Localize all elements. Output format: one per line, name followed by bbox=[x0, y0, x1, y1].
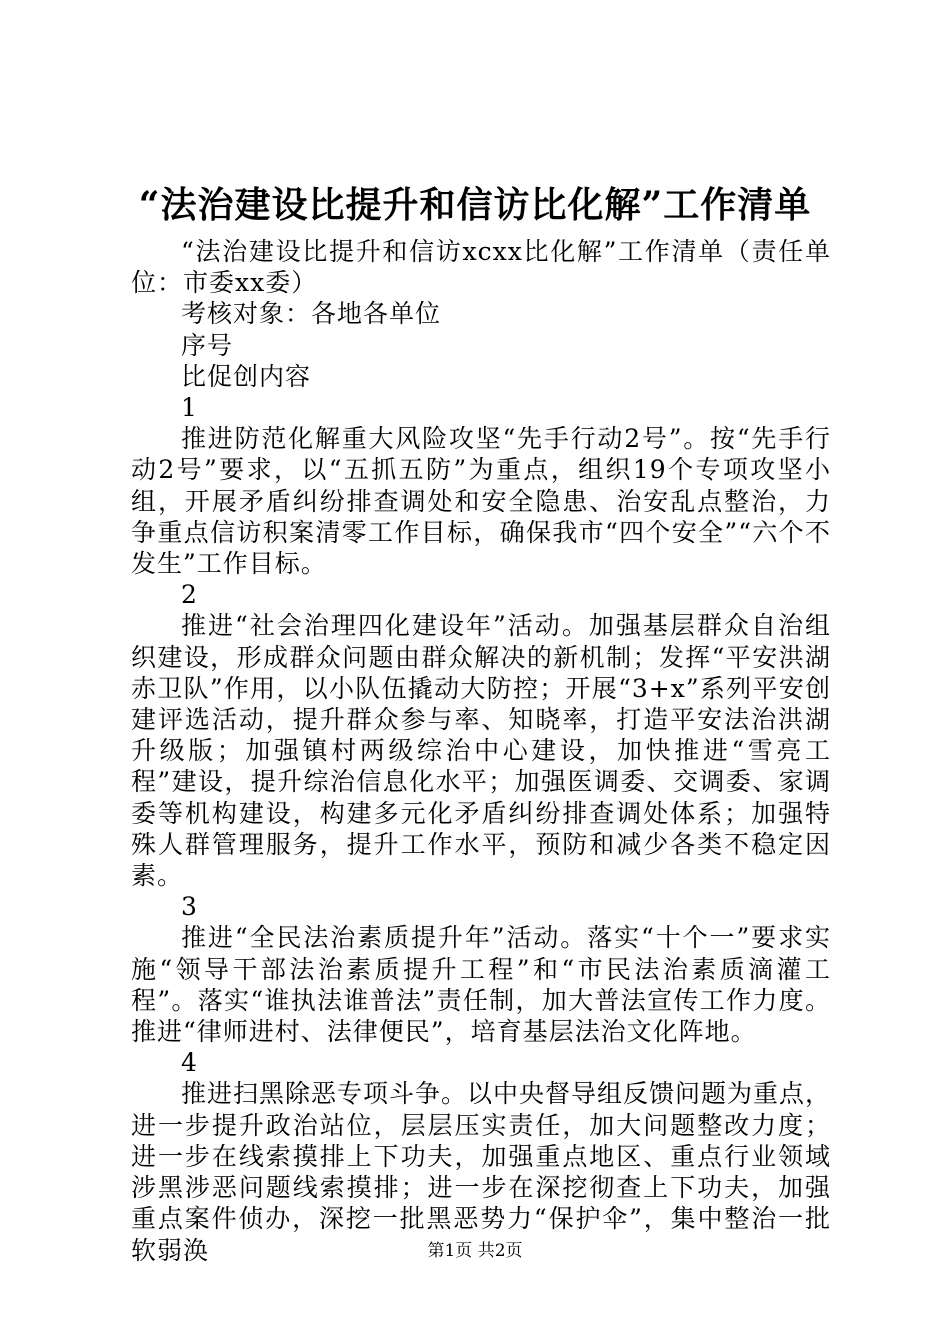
paragraph-item-number-4: 4 bbox=[181, 1048, 198, 1078]
paragraph-item-content-4: 推进扫黑除恶专项斗争。以中央督导组反馈问题为重点，进一步提升政治站位，层层压实责任，加大问题整改力度；进一步在线索摸排上下功夫，加强重点地区、重点行业领域涉黑涉恶问题线索摸排；进一步在深挖彻查上下功夫，加强重点案件侦办，深挖一批黑恶势力“保护伞”，集中整治一批软弱涣 bbox=[131, 1079, 832, 1265]
paragraph-column-content: 比促创内容 bbox=[181, 361, 312, 391]
paragraph-item-number-2: 2 bbox=[181, 580, 198, 610]
paragraph-column-number: 序号 bbox=[181, 330, 234, 360]
paragraph-assessment-target: 考核对象：各地各单位 bbox=[181, 299, 442, 329]
paragraph-item-number-1: 1 bbox=[181, 393, 198, 423]
paragraph-item-content-2: 推进“社会治理四化建设年”活动。加强基层群众自治组织建设，形成群众问题由群众解决的新机制；发挥“平安洪湖赤卫队”作用，以小队伍撬动大防控；开展“3+x”系列平安创建评选活动，提升群众参与率、知晓率，打造平安法治洪湖升级版；加强镇村两级综治中心建设，加快推进“雪亮工程”建设，提升综治信息化水平；加强医调委、交调委、家调委等机构建设，构建多元化矛盾纠纷排查调处体系；加强特殊人群管理服务，提升工作水平，预防和减少各类不稳定因素。 bbox=[131, 611, 831, 891]
paragraph-item-content-3: 推进“全民法治素质提升年”活动。落实“十个一”要求实施“领导干部法治素质提升工程”和“市民法治素质滴灌工程”。落实“谁执法谁普法”责任制，加大普法宣传工作力度。推进“律师进村、法律便民”，培育基层法治文化阵地。 bbox=[131, 923, 832, 1047]
paragraph-item-number-3: 3 bbox=[181, 892, 198, 922]
document-body bbox=[131, 236, 831, 1266]
paragraph-item-content-1: 推进防范化解重大风险攻坚“先手行动2号”。按“先手行动2号”要求，以“五抓五防”为重点，组织19个专项攻坚小组，开展矛盾纠纷排查调处和安全隐患、治安乱点整治，力争重点信访积案清零工作目标，确保我市“四个安全”“六个不发生”工作目标。 bbox=[131, 424, 832, 579]
page-footer: 第1页 共2页 bbox=[427, 1241, 523, 1261]
paragraph-heading-note: “法治建设比提升和信访xcxx比化解”工作清单（责任单位：市委xx委） bbox=[131, 237, 831, 298]
document-title: “法治建设比提升和信访比化解”工作清单 bbox=[138, 184, 812, 226]
